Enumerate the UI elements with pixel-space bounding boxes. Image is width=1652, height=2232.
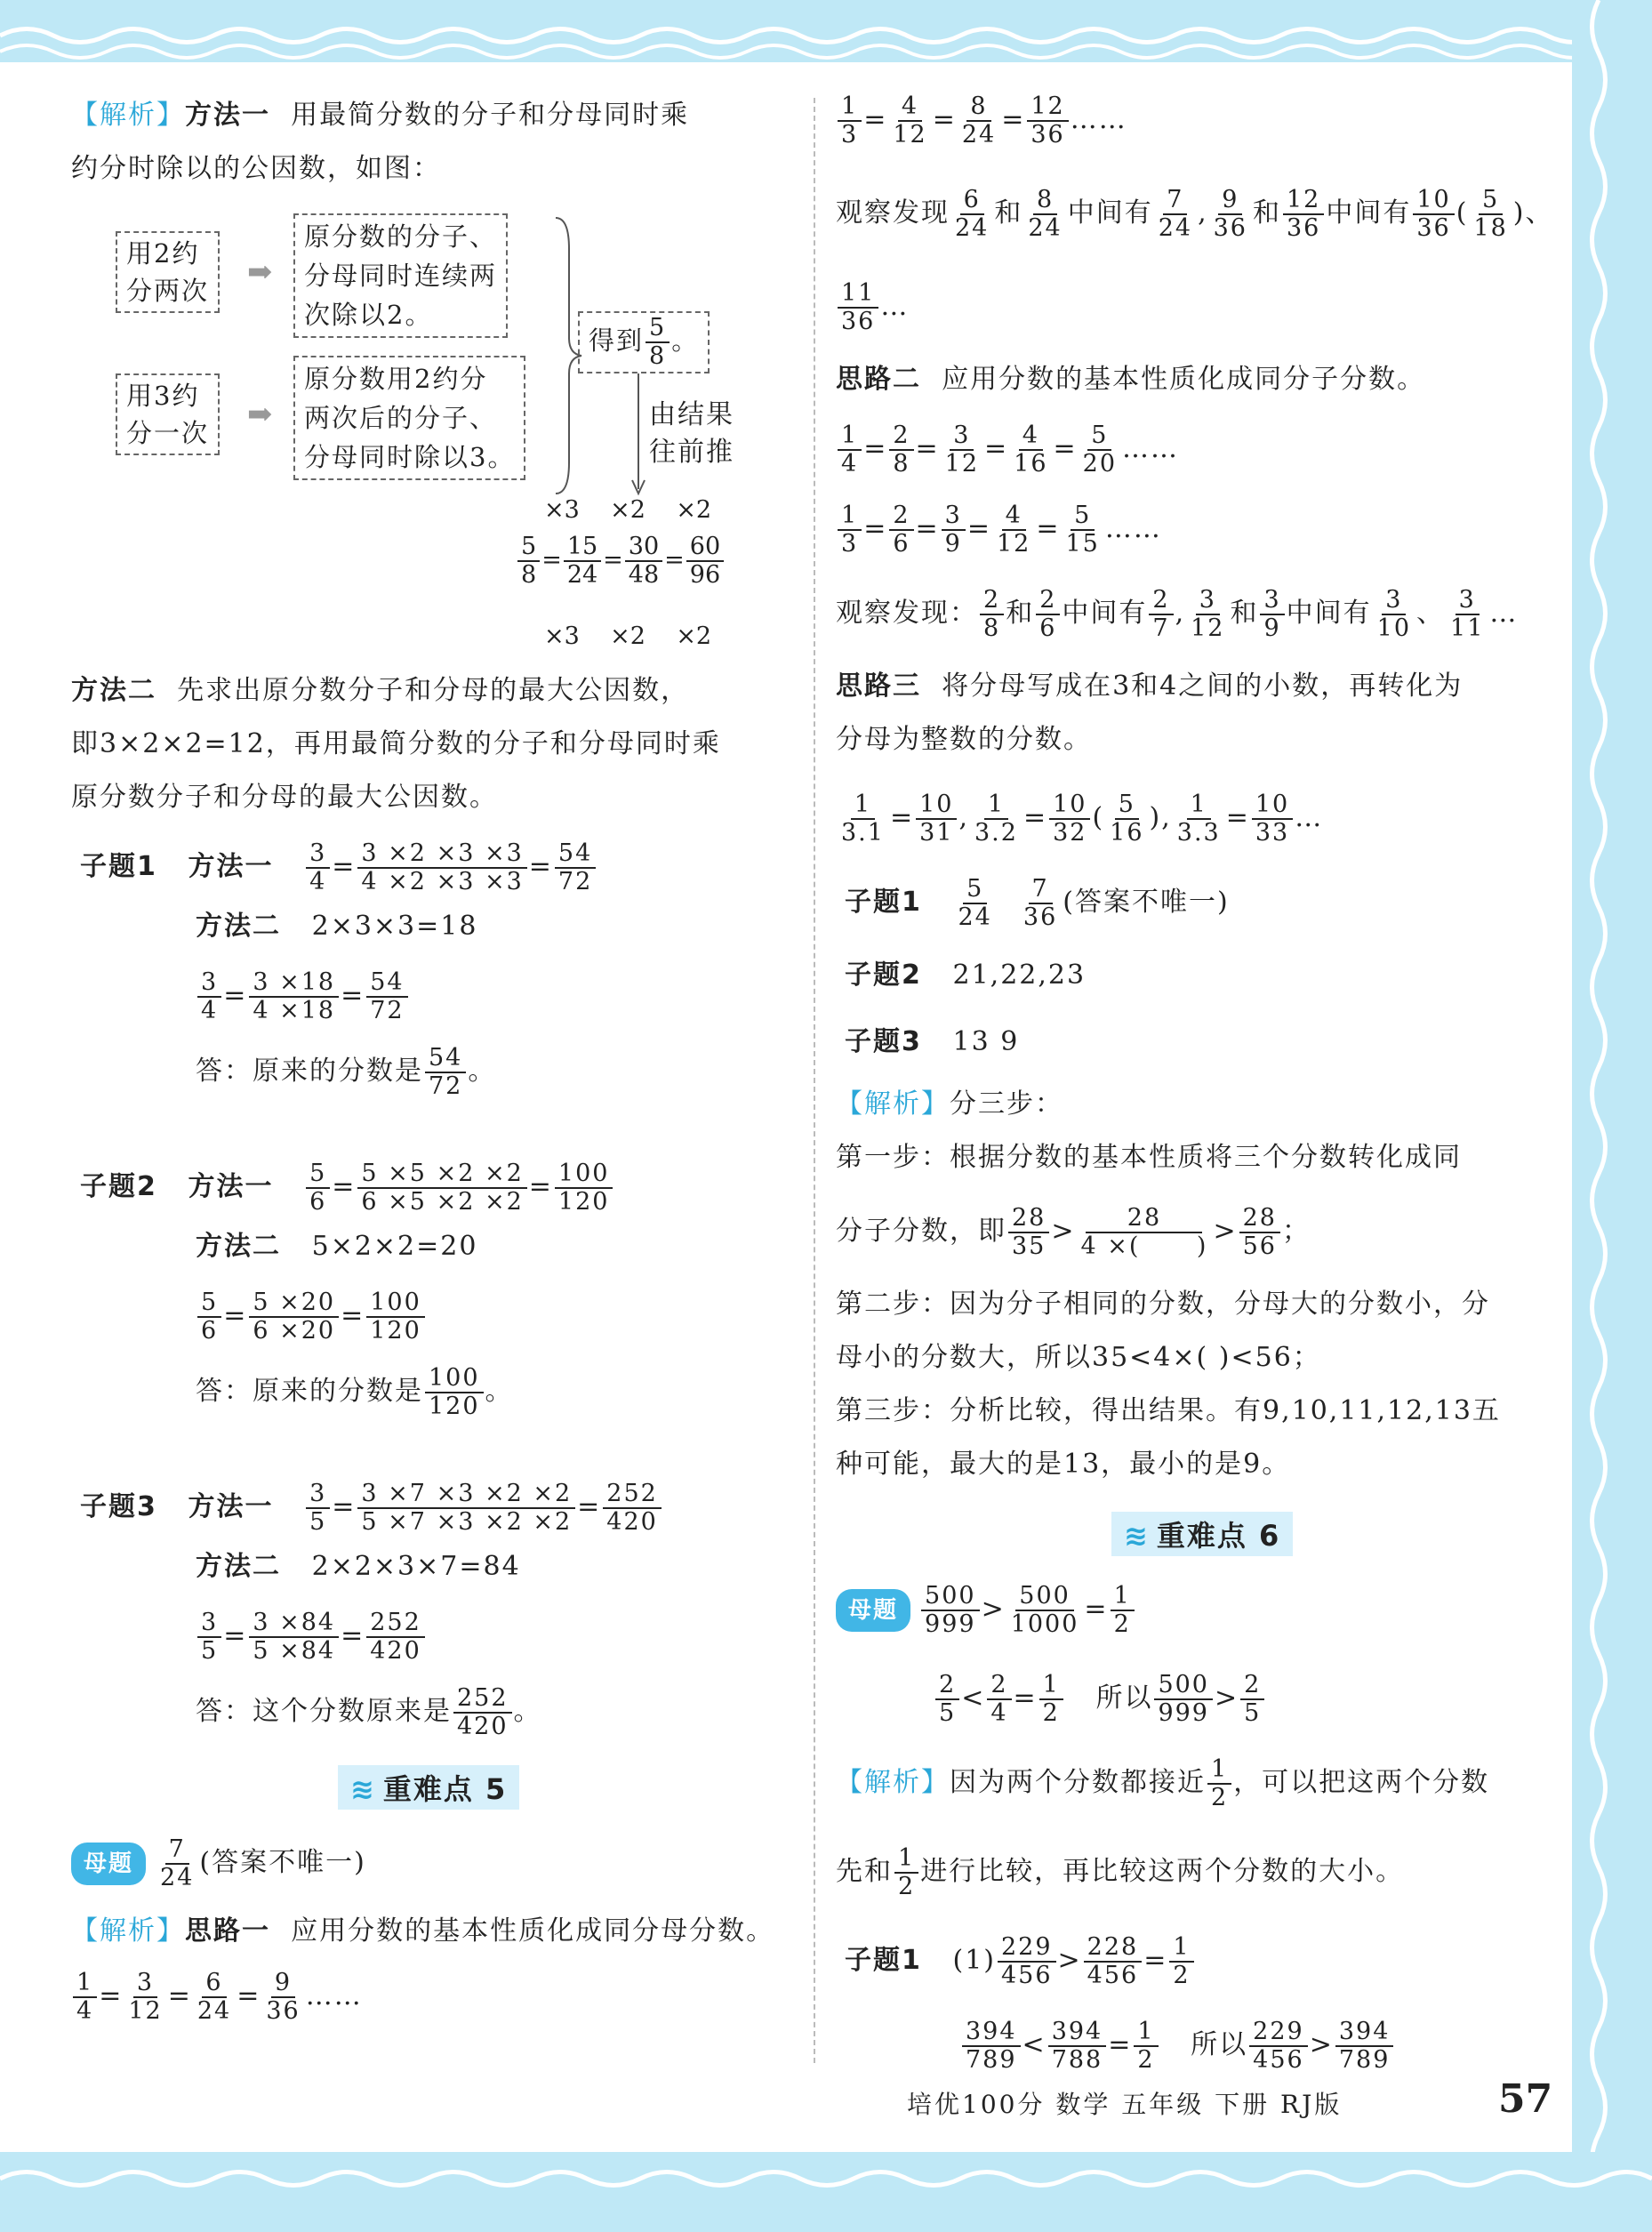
chain-1-3: $\frac{1}{3}$ = $\frac{4}{12}$ = $\frac{8}{24}$ = $\frac{12}{36}$ …… <box>836 93 1127 149</box>
op: ×3 <box>544 496 580 524</box>
q3-m1-label: 方法一 <box>188 1491 274 1522</box>
fraction: $\frac{500}{999}$ <box>921 1583 980 1638</box>
q1-m2-label: 方法二 <box>196 911 281 942</box>
fraction: $\frac{5}{24}$ <box>958 875 992 931</box>
fraction: $\frac{1}{4}$ <box>73 1970 97 2025</box>
fraction: $\frac{3}{11}$ <box>1450 586 1485 642</box>
fraction: $\frac{28}{4 \times( )}$ <box>1080 1204 1208 1260</box>
sub1-label: 子题1 <box>845 887 922 918</box>
box-div3-desc-1: 原分数用2约分 <box>304 364 488 394</box>
step3-line2: 种可能，最大的是13，最小的是9。 <box>836 1449 1291 1480</box>
fraction: $\frac{3 \times 7 \times 3 \times 2 \times 2}{5 \times 7 \times 3 \times 2 \times 2}$ <box>357 1481 575 1536</box>
analysis-method1 <box>71 96 689 135</box>
q1-m1-label: 方法一 <box>188 851 274 882</box>
fraction: $\frac{15}{24}$ <box>564 534 601 589</box>
box-div2-desc-2: 分母同时连续两 <box>304 261 498 291</box>
sub2-answer: 21,22,23 <box>952 959 1087 991</box>
chain-1-3b: $\frac{1}{3}$ = $\frac{2}{6}$ = $\frac{3}{9}$ = $\frac{4}{12}$ = $\frac{5}{15}$ …… <box>836 502 1162 558</box>
box-div3-desc-3: 分母同时除以3。 <box>304 442 516 472</box>
q2-m1-label: 方法一 <box>188 1171 274 1202</box>
q3-answer-text: 答：这个分数原来是 <box>196 1696 452 1727</box>
analysis-tag: 【解析】 <box>71 1915 185 1947</box>
idea2-label: 思路二 <box>836 364 921 395</box>
fraction: $\frac{394}{788}$ <box>1048 2019 1107 2074</box>
fraction: $\frac{12}{36}$ <box>1283 187 1324 242</box>
obs1-between: 中间有 <box>1067 197 1153 229</box>
right-arrow-icon: ➡ <box>247 397 273 432</box>
box-div2-desc-1: 原分数的分子、 <box>304 221 498 252</box>
wave-border-right <box>1572 0 1652 2232</box>
box-div3-line2: 分一次 <box>126 418 210 448</box>
right-arrow-icon: ➡ <box>247 254 273 290</box>
mother-question-6: 母题 $\frac{500}{999}$ > $\frac{500}{1000}$ = $\frac{1}{2}$ <box>836 1583 1136 1638</box>
fraction: $\frac{5}{16}$ <box>1110 791 1144 847</box>
fraction: $\frac{252}{420}$ <box>453 1685 512 1740</box>
fraction: $\frac{3 \times 18}{4 \times 18}$ <box>249 969 339 1024</box>
analysis-3steps <box>836 1085 1063 1124</box>
therefore: 所以 <box>1095 1682 1153 1714</box>
step2-line1: 第二步：因为分子相同的分数，分母大的分数小，分 <box>836 1289 1490 1320</box>
fraction: $\frac{394}{789}$ <box>962 2019 1021 2074</box>
ops-top <box>544 496 711 524</box>
sub3 <box>845 1023 1019 1062</box>
fraction: $\frac{1}{2}$ <box>894 1845 918 1900</box>
fraction: $\frac{100}{120}$ <box>425 1365 484 1420</box>
fraction: $\frac{30}{48}$ <box>625 534 662 589</box>
fraction: $\frac{28}{56}$ <box>1239 1205 1280 1260</box>
sub1 <box>845 876 1230 931</box>
analysis-tag: 【解析】 <box>836 1767 950 1798</box>
fraction: $\frac{6}{24}$ <box>196 1969 232 2025</box>
fraction: $\frac{1}{2}$ <box>1169 1934 1193 1989</box>
analysis-text: 分三步： <box>950 1088 1063 1120</box>
fraction: $\frac{3}{5}$ <box>306 1481 330 1536</box>
fraction: $\frac{4}{12}$ <box>996 502 1031 558</box>
method2-text1: 先求出原分数分子和分母的最大公因数， <box>177 675 690 706</box>
sub1-6: 子题1 (1) $\frac{229}{456}$ > $\frac{228}{456}$ = $\frac{1}{2}$ <box>845 1934 1196 1989</box>
q2-answer: 答：原来的分数是 $\frac{100}{120}$ 。 <box>196 1364 514 1420</box>
obs1-pre: 观察发现 <box>836 197 950 229</box>
mother-question-6b: $\frac{2}{5}$ < $\frac{2}{4}$ = $\frac{1}{2}$ 所以 $\frac{500}{999}$ > $\frac{2}{5}$ <box>934 1672 1266 1727</box>
idea3-text2: 分母为整数的分数。 <box>836 724 1092 755</box>
fraction: $\frac{500}{999}$ <box>1154 1672 1213 1727</box>
ops-bottom <box>544 622 711 650</box>
mother-tag: 母题 <box>71 1843 146 1885</box>
fraction: $\frac{9}{36}$ <box>266 1969 301 2025</box>
method2-text2: 即3×2×2=12，再用最简分数的分子和分母同时乘 <box>71 728 721 759</box>
q3-m2 <box>196 1547 521 1586</box>
fraction: $\frac{5}{8}$ <box>517 534 540 589</box>
mother-tag: 母题 <box>836 1589 910 1632</box>
op: ×2 <box>610 496 646 524</box>
fraction: $\frac{2}{6}$ <box>1036 587 1060 642</box>
fraction: $\frac{54}{72}$ <box>366 969 407 1024</box>
page <box>62 80 1556 2125</box>
fraction: $\frac{1}{2}$ <box>1111 1583 1135 1638</box>
method1-label: 方法一 <box>185 100 270 131</box>
fraction: $\frac{8}{24}$ <box>1028 186 1063 242</box>
idea3-label: 思路三 <box>836 670 921 702</box>
sub1-note: (答案不唯一) <box>1063 887 1230 918</box>
fraction: $\frac{10}{36}$ <box>1413 187 1454 242</box>
idea3 <box>836 667 1463 706</box>
decimal-chain: $\frac{1}{3.1}$ = $\frac{10}{31}$ , $\frac{1}{3.2}$ = $\frac{10}{32}$ ( $\frac{5}{16}$ ), $\frac{1}{3.3}$ = $\frac{10}{33}$ … <box>836 791 1323 847</box>
column-divider <box>814 98 815 2063</box>
fraction: $\frac{100}{120}$ <box>366 1289 425 1345</box>
section-heading-5-text: 重难点 5 <box>382 1772 508 1806</box>
fraction: $\frac{9}{36}$ <box>1213 186 1247 242</box>
fraction: $\frac{3}{12}$ <box>128 1969 163 2025</box>
box-result: 得到 $\frac{5}{8}$ 。 <box>578 311 710 373</box>
q3-label: 子题3 <box>80 1491 157 1522</box>
idea1-label: 思路一 <box>185 1915 270 1947</box>
fraction: $\frac{500}{1000}$ <box>1010 1582 1079 1638</box>
idea1-text: 应用分数的基本性质化成同分母分数。 <box>291 1915 775 1947</box>
chain-1-4: $\frac{1}{4}$ = $\frac{2}{8}$ = $\frac{3}{12}$ = $\frac{4}{16}$ = $\frac{5}{20}$ …… <box>836 422 1179 478</box>
q2-m1: 子题2 方法一 $\frac{5}{6}$ = $\frac{5 \times 5 \times 2 \times 2}{6 \times 5 \times 2 \times 2}$ = $\frac{100}{120}$ <box>80 1160 614 1216</box>
q3-answer: 答：这个分数原来是 $\frac{252}{420}$ 。 <box>196 1684 542 1740</box>
sub1-6-index: (1) <box>952 1945 996 1976</box>
q2-m2-expr: 5×2×2=20 <box>311 1231 478 1262</box>
q2-f2: $\frac{5}{6}$ = $\frac{5 \times 20}{6 \times 20}$ = $\frac{100}{120}$ <box>196 1289 427 1345</box>
fraction: $\frac{2}{5}$ <box>935 1672 959 1727</box>
box-div2-desc-3: 次除以2。 <box>304 300 433 330</box>
analysis-tag: 【解析】 <box>836 1088 950 1120</box>
fraction: $\frac{6}{24}$ <box>955 186 990 242</box>
mother-note: (答案不唯一) <box>199 1847 366 1878</box>
fraction: $\frac{12}{36}$ <box>1027 93 1068 149</box>
fraction: $\frac{60}{96}$ <box>686 534 724 589</box>
box-div2 <box>116 231 220 313</box>
sub1-6b: $\frac{394}{789}$ < $\frac{394}{788}$ = $\frac{1}{2}$ 所以 $\frac{229}{456}$ > $\frac{394}{789}$ <box>960 2019 1395 2074</box>
fraction: $\frac{5}{6}$ <box>197 1289 221 1345</box>
obs2-between2: 中间有 <box>1286 598 1372 629</box>
fraction: $\frac{3 \times 2 \times 3 \times 3}{4 \times 2 \times 3 \times 3}$ <box>357 840 526 895</box>
q1-answer-text: 答：原来的分数是 <box>196 1056 423 1087</box>
q1-m2 <box>196 907 477 946</box>
box-div2-line2: 分两次 <box>126 276 210 306</box>
fraction: $\frac{2}{8}$ <box>980 587 1004 642</box>
q2-m2 <box>196 1227 477 1266</box>
q2-answer-text: 答：原来的分数是 <box>196 1376 423 1407</box>
q3-f2: $\frac{3}{5}$ = $\frac{3 \times 84}{5 \times 84}$ = $\frac{252}{420}$ <box>196 1610 427 1665</box>
fraction: $\frac{1}{3.3}$ <box>1176 791 1221 847</box>
fraction: $\frac{5 \times 5 \times 2 \times 2}{6 \times 5 \times 2 \times 2}$ <box>357 1160 526 1216</box>
observation-1: 观察发现 $\frac{6}{24}$ 和 $\frac{8}{24}$ 中间有 $\frac{7}{24}$ , $\frac{9}{36}$ 和 $\frac{12}{36}$ 中间有 $\frac{10}{36}$ ( $\frac{5}{18}$ )、 <box>836 186 1554 242</box>
sub2-label: 子题2 <box>845 959 922 991</box>
q1-label: 子题1 <box>80 851 157 882</box>
step1-text: 分子分数，即 <box>836 1216 1006 1247</box>
box-div3-desc <box>293 356 525 480</box>
down-arrow-icon <box>630 373 647 498</box>
box-div3 <box>116 373 220 455</box>
fraction: $\frac{228}{456}$ <box>1084 1934 1143 1989</box>
obs2-and2: 和 <box>1230 598 1259 629</box>
box-div3-line1: 用3约 <box>126 381 200 411</box>
idea2 <box>836 360 1425 399</box>
q1-f2: $\frac{3}{4}$ = $\frac{3 \times 18}{4 \times 18}$ = $\frac{54}{72}$ <box>196 969 410 1024</box>
op: ×2 <box>676 622 712 650</box>
op: ×2 <box>676 496 712 524</box>
fraction: $\frac{3}{5}$ <box>197 1610 221 1665</box>
q3-m1: 子题3 方法一 $\frac{3}{5}$ = $\frac{3 \times 7 \times 3 \times 2 \times 2}{5 \times 7 \times 3 \times 2 \times 2}$ = $\frac{252}{420}$ <box>80 1481 663 1536</box>
section-heading-5 <box>338 1765 519 1810</box>
reverse-note <box>649 397 734 471</box>
method2-line1 <box>71 671 689 711</box>
reverse-note-1: 由结果 <box>649 399 734 430</box>
obs2-pre: 观察发现： <box>836 598 978 629</box>
q1-m2-expr: 2×3×3=18 <box>311 911 478 942</box>
page-number: 57 <box>1498 2076 1553 2122</box>
fraction: $\frac{1}{3.2}$ <box>974 791 1018 847</box>
q3-m2-label: 方法二 <box>196 1551 281 1582</box>
observation-2: 观察发现： $\frac{2}{8}$ 和 $\frac{2}{6}$ 中间有 $\frac{2}{7}$ , $\frac{3}{12}$ 和 $\frac{3}{9}$ 中间有 $\frac{3}{10}$ 、 $\frac{3}{11}$ … <box>836 586 1519 642</box>
obs1-between2: 中间有 <box>1326 197 1412 229</box>
fraction: $\frac{5}{15}$ <box>1065 502 1100 558</box>
section-heading-6 <box>1111 1512 1293 1556</box>
fraction: $\frac{394}{789}$ <box>1335 2019 1394 2074</box>
q2-label: 子题2 <box>80 1171 157 1202</box>
fraction: $\frac{54}{72}$ <box>425 1045 466 1100</box>
fraction: $\frac{229}{456}$ <box>1249 2019 1308 2074</box>
fraction: $\frac{4}{16}$ <box>1014 422 1048 478</box>
fraction: $\frac{3}{12}$ <box>1191 586 1225 642</box>
step2-line2: 母小的分数大，所以35<4×( )<56； <box>836 1342 1321 1373</box>
chain-fractions: $\frac{5}{8}$ = $\frac{15}{24}$ = $\frac{30}{48}$ = $\frac{60}{96}$ <box>516 534 726 589</box>
fraction: $\frac{4}{12}$ <box>893 92 927 149</box>
fraction: $\frac{3}{12}$ <box>944 422 980 478</box>
fraction: $\frac{54}{72}$ <box>555 840 596 895</box>
idea3-text1: 将分母写成在3和4之间的小数，再转化为 <box>942 670 1464 702</box>
reverse-note-2: 往前推 <box>649 437 734 468</box>
fraction: $\frac{7}{24}$ <box>160 1835 195 1891</box>
sub3-answer: 13 9 <box>952 1026 1020 1057</box>
fraction: $\frac{3 \times 84}{5 \times 84}$ <box>249 1610 339 1665</box>
analysis-6a <box>836 1756 1489 1811</box>
sub2 <box>845 956 1086 995</box>
mother-question-5 <box>71 1836 366 1891</box>
fraction: $\frac{100}{120}$ <box>555 1160 613 1216</box>
idea1-chain: $\frac{1}{4}$ = $\frac{3}{12}$ = $\frac{6}{24}$ = $\frac{9}{36}$ …… <box>71 1970 363 2025</box>
box-div2-line1: 用2约 <box>126 238 200 269</box>
q1-m1: 子题1 方法一 $\frac{3}{4}$ = $\frac{3 \times 2 \times 3 \times 3}{4 \times 2 \times 3 \times 3}$ = $\frac{54}{72}$ <box>80 840 597 895</box>
step3-line1: 第三步：分析比较，得出结果。有9,10,11,12,13五 <box>836 1395 1501 1426</box>
fraction: $\frac{2}{7}$ <box>1149 587 1173 642</box>
op: ×3 <box>544 622 580 650</box>
q2-m2-label: 方法二 <box>196 1231 281 1262</box>
q3-m2-expr: 2×2×3×7=84 <box>311 1551 521 1582</box>
obs1-and2: 和 <box>1252 197 1281 229</box>
got-label: 得到 <box>589 325 645 356</box>
sub3-label: 子题3 <box>845 1026 922 1057</box>
idea2-text: 应用分数的基本性质化成同分子分数。 <box>942 364 1426 395</box>
step1-line1: 第一步：根据分数的基本性质将三个分数转化成同 <box>836 1142 1462 1173</box>
analysis-tag: 【解析】 <box>71 100 185 131</box>
fraction: $\frac{11}{36}$ <box>838 280 878 335</box>
fraction: $\frac{229}{456}$ <box>998 1934 1056 1989</box>
analysis-6-text1: 因为两个分数都接近 <box>950 1767 1206 1798</box>
footer-text: 培优100分 数学 五年级 下册 RJ版 <box>907 2090 1343 2119</box>
fraction: $\frac{1}{3.1}$ <box>841 791 885 847</box>
method1-text2: 约分时除以的公因数，如图： <box>71 153 441 184</box>
fraction: $\frac{1}{4}$ <box>838 422 862 478</box>
fraction: $\frac{1}{3}$ <box>838 93 862 149</box>
method1-text: 用最简分数的分子和分母同时乘 <box>291 100 690 131</box>
fraction: $\frac{1}{3}$ <box>838 502 862 558</box>
box-div3-desc-2: 两次后的分子、 <box>304 403 498 433</box>
fraction: $\frac{5}{18}$ <box>1473 186 1508 242</box>
fraction: $\frac{3}{4}$ <box>197 969 221 1024</box>
fraction: $\frac{3}{4}$ <box>306 840 330 895</box>
idea1 <box>71 1912 774 1951</box>
fraction: $\frac{3}{10}$ <box>1376 586 1412 642</box>
analysis-6-text3: 先和 <box>836 1856 893 1887</box>
fraction: $\frac{2}{8}$ <box>889 422 913 478</box>
wave-icon: ≋ <box>1124 1519 1150 1553</box>
fraction: $\frac{10}{31}$ <box>916 791 957 847</box>
fraction: $\frac{5}{6}$ <box>306 1160 330 1216</box>
method2-label: 方法二 <box>71 675 156 706</box>
fraction: $\frac{5}{8}$ <box>646 315 670 370</box>
fraction: $\frac{2}{4}$ <box>987 1672 1011 1727</box>
op: ×2 <box>610 622 646 650</box>
fraction: $\frac{2}{5}$ <box>1240 1672 1264 1727</box>
analysis-6-text4: 进行比较，再比较这两个分数的大小。 <box>920 1856 1405 1887</box>
fraction: $\frac{10}{32}$ <box>1049 791 1090 847</box>
sub1-6-label: 子题1 <box>845 1945 922 1976</box>
section-heading-6-text: 重难点 6 <box>1156 1519 1281 1553</box>
wave-border-bottom <box>0 2152 1652 2232</box>
fraction: $\frac{28}{35}$ <box>1008 1205 1049 1260</box>
fraction: $\frac{1}{2}$ <box>1134 2019 1158 2074</box>
step1-line2: 分子分数，即 $\frac{28}{35}$ > $\frac{28}{4 \times( )}$ > $\frac{28}{56}$ ； <box>836 1204 1311 1260</box>
fraction: $\frac{252}{420}$ <box>366 1610 425 1665</box>
obs2-and: 和 <box>1006 598 1035 629</box>
wave-border-top <box>0 0 1652 62</box>
obs2-between: 中间有 <box>1062 598 1148 629</box>
analysis-6b <box>836 1845 1404 1900</box>
fraction: $\frac{1}{2}$ <box>1207 1756 1231 1811</box>
fraction: $\frac{3}{9}$ <box>942 502 966 558</box>
observation-1-cont: $\frac{11}{36}$ … <box>836 280 909 335</box>
therefore: 所以 <box>1191 2029 1248 2060</box>
obs1-and: 和 <box>994 197 1023 229</box>
wave-icon: ≋ <box>350 1772 376 1806</box>
fraction: $\frac{1}{2}$ <box>1039 1672 1063 1727</box>
method2-text3: 原分数分子和分母的最大公因数。 <box>71 782 498 813</box>
box-div2-desc <box>293 213 508 338</box>
fraction: $\frac{7}{36}$ <box>1022 875 1058 931</box>
fraction: $\frac{5}{20}$ <box>1082 422 1118 478</box>
fraction: $\frac{5 \times 20}{6 \times 20}$ <box>249 1289 339 1345</box>
fraction: $\frac{3}{9}$ <box>1260 587 1284 642</box>
fraction: $\frac{8}{24}$ <box>961 92 997 149</box>
fraction: $\frac{2}{6}$ <box>889 502 913 558</box>
analysis-6-text2: ，可以把这两个分数 <box>1233 1767 1490 1798</box>
q1-answer: 答：原来的分数是 $\frac{54}{72}$ 。 <box>196 1044 497 1100</box>
fraction: $\frac{7}{24}$ <box>1158 186 1193 242</box>
fraction: $\frac{252}{420}$ <box>603 1481 662 1536</box>
fraction: $\frac{10}{33}$ <box>1252 791 1293 847</box>
